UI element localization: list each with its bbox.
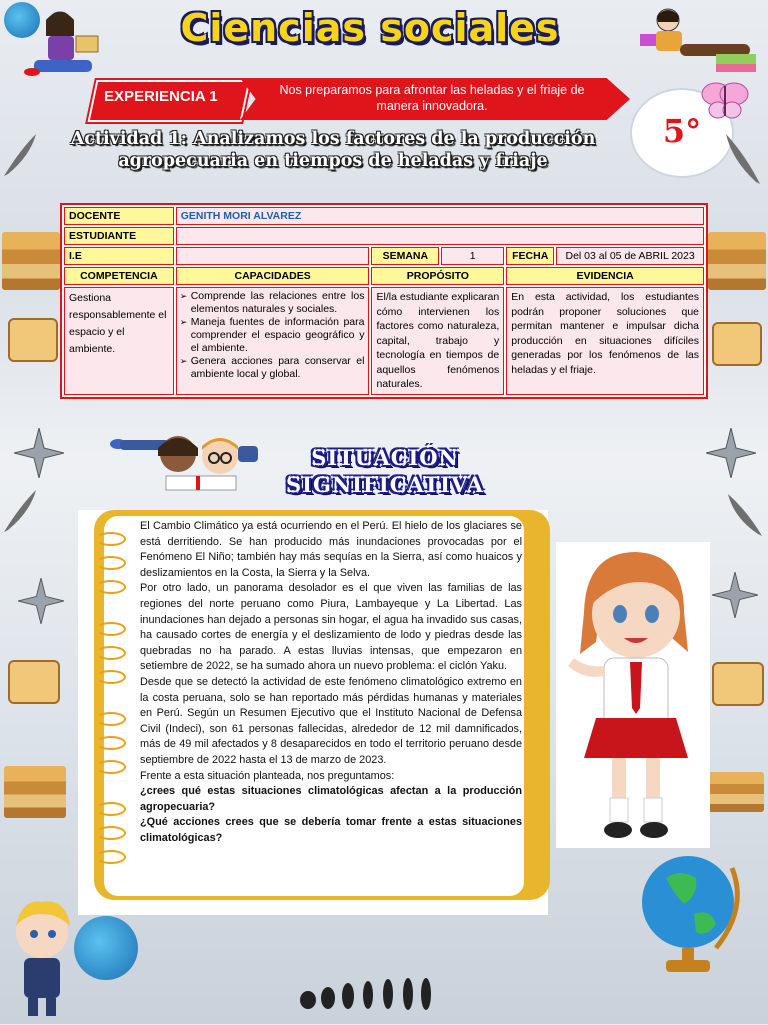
situacion-paragraph: Por otro lado, un panorama desolador es el que viven las familias de las regiones del norte peruano como Piura, Lambayeque y La Libertad. Las inundaciones han dejado a personas sin hogar, el agua ha invadido sus casas, ha causado cortes de energía y el deslizamiento de lodo y piedras desde las quebradas no ha parado. A estas lluvias intensas, que empezaron en setiembre de 2022, se ha sumado ahora un nuevo problema: el ciclón Yaku. <box>140 582 522 673</box>
schoolgirl-illustration <box>556 542 710 848</box>
map-scroll-icon <box>712 662 764 706</box>
situacion-title-line2: SIGNIFICATIVA <box>286 472 484 497</box>
competencia-cell: Gestiona responsablemente el espacio y el ambiente. <box>64 287 174 395</box>
compass-rose-icon <box>706 428 756 478</box>
notebook-ring-icon <box>96 532 126 546</box>
list-item: ➢ Genera acciones para conservar el ambiente local y global. <box>191 355 365 381</box>
notebook-ring-icon <box>96 622 126 636</box>
kids-reading-illustration <box>110 428 260 500</box>
question-1-text: ¿crees qué estas situaciones climatológicas afectan a la producción agropecuaria? <box>140 785 522 813</box>
ie-label: I.E <box>64 247 174 265</box>
question-1 <box>140 784 522 815</box>
question-2-text: ¿Qué acciones crees que se debería tomar frente a estas situaciones climatológicas? <box>140 816 522 844</box>
compass-rose-icon <box>712 572 758 618</box>
notebook-ring-icon <box>96 760 126 774</box>
semana-label: SEMANA <box>371 247 439 265</box>
situacion-title <box>260 444 510 498</box>
semana-value: 1 <box>441 247 504 265</box>
estudiante-label: ESTUDIANTE <box>64 227 174 245</box>
notebook-ring-icon <box>96 712 126 726</box>
globe-icon <box>74 916 142 988</box>
map-scroll-icon <box>8 660 60 704</box>
notebook-ring-icon <box>96 826 126 840</box>
ie-value[interactable] <box>176 247 370 265</box>
notebook-ring-icon <box>96 850 126 864</box>
butterfly-icon <box>700 78 750 122</box>
list-item: ➢ Comprende las relaciones entre los elementos naturales y sociales. <box>191 290 365 316</box>
situacion-title-line1: SITUACIÓN <box>311 445 459 470</box>
globe-icon <box>636 848 746 978</box>
situacion-text <box>140 519 522 846</box>
table-row <box>64 207 704 225</box>
notebook-ring-icon <box>96 580 126 594</box>
boy-illustration <box>2 896 82 1020</box>
column-header: PROPÓSITO <box>371 267 504 285</box>
evidencia-cell: En esta actividad, los estudiantes podrán proponer soluciones que permitan mantener e impulsar dicha producción en situaciones difíciles generadas por los fenómenos de las heladas y el friaje. <box>506 287 704 395</box>
map-scroll-icon <box>8 318 58 362</box>
question-2 <box>140 815 522 846</box>
quill-icon <box>0 486 40 536</box>
docente-label: DOCENTE <box>64 207 174 225</box>
estudiante-value[interactable] <box>176 227 704 245</box>
compass-rose-icon <box>18 578 64 624</box>
situacion-paragraph: Frente a esta situación planteada, nos preguntamos: <box>140 769 395 782</box>
notebook-ring-icon <box>96 556 126 570</box>
notebook-ring-icon <box>96 802 126 816</box>
docente-value: GENITH MORI ALVAREZ <box>176 207 704 225</box>
situacion-paragraph: Desde que se detectó la actividad de este fenómeno climatológico extremo en la costa peruana, solo se han reportado más pérdidas humanas y materiales en Perú. Según un Resumen Ejecutivo que el Instituto Nacional de Defensa Civil (Indeci), son 61 personas fallecidas, alrededor de 12 mil damnificados, más de 49 mil afectados y 8 desaparecidos en todo el territorio peruano desde septiembre de 2022 hasta el 13 de marzo de 2023. <box>140 675 522 766</box>
info-table <box>60 203 708 399</box>
globe-icon <box>4 2 40 38</box>
table-header-row <box>64 267 704 285</box>
column-header: CAPACIDADES <box>176 267 370 285</box>
notebook-ring-icon <box>96 670 126 684</box>
fecha-label: FECHA <box>506 247 554 265</box>
situacion-paragraph: El Cambio Climático ya está ocurriendo en el Perú. El hielo de los glaciares se está derritiendo. Se han producido más inundaciones provocadas por el Fenómeno El Niño; también hay más sequías en la Sierra, así como huaicos y deslizamientos en la Costa, la Sierra y la Selva. <box>140 520 522 579</box>
table-row <box>64 227 704 245</box>
quill-icon <box>720 130 764 188</box>
table-row <box>64 287 704 395</box>
reading-boy-illustration <box>620 4 762 76</box>
capacidades-cell <box>176 287 370 395</box>
column-header: EVIDENCIA <box>506 267 704 285</box>
quill-icon <box>722 490 766 540</box>
grade-label: 5° <box>662 112 702 150</box>
books-icon <box>4 766 66 818</box>
compass-rose-icon <box>14 428 64 478</box>
proposito-cell: El/la estudiante explicaran cómo intervienen los factores como naturaleza, capital, trabajo y tecnología en tiempos de aquellos fenómenos naturales. <box>371 287 504 395</box>
books-icon <box>2 232 60 290</box>
human-evolution-icon <box>298 976 434 1012</box>
quill-icon <box>0 130 40 180</box>
experience-text: Nos preparamos para afrontar las heladas y el friaje de manera innovadora. <box>279 83 585 113</box>
list-item: ➢ Maneja fuentes de información para comprender el espacio geográfico y el ambiente. <box>191 316 365 355</box>
activity-title: Actividad 1: Analizamos los factores de la producción agropecuaria en tiempos de heladas y friaje <box>70 129 596 171</box>
experience-label: EXPERIENCIA 1 <box>104 88 218 105</box>
table-row <box>64 247 704 265</box>
books-icon <box>708 772 764 812</box>
column-header: COMPETENCIA <box>64 267 174 285</box>
notebook-ring-icon <box>96 646 126 660</box>
fecha-value: Del 03 al 05 de ABRIL 2023 <box>556 247 704 265</box>
notebook-ring-icon <box>96 736 126 750</box>
map-scroll-icon <box>712 322 762 366</box>
page-title: Ciencias sociales <box>180 6 560 50</box>
books-icon <box>708 232 766 290</box>
